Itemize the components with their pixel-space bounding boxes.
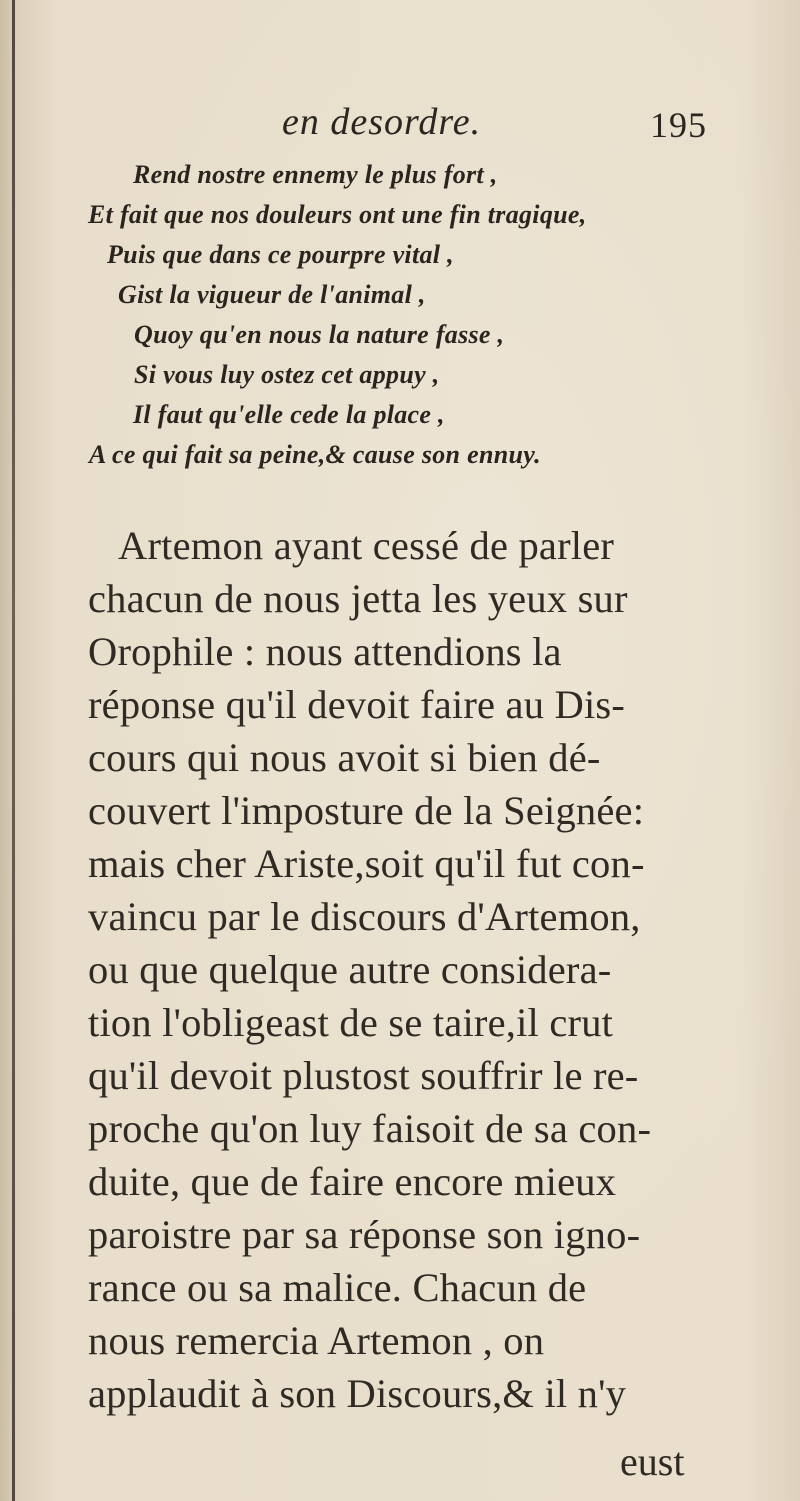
prose-line: paroistre par sa réponse son igno- bbox=[88, 1212, 641, 1257]
verse-line: A ce qui fait sa peine,& cause son ennuy. bbox=[89, 440, 541, 469]
page-header bbox=[0, 100, 800, 150]
prose-line: Orophile : nous attendions la bbox=[88, 629, 562, 674]
verse-line: Gist la vigueur de l'animal , bbox=[118, 280, 426, 309]
prose-line: proche qu'on luy faisoit de sa con- bbox=[88, 1106, 652, 1151]
prose-line: applaudit à son Discours,& il n'y bbox=[88, 1371, 627, 1416]
prose-line: cours qui nous avoit si bien dé- bbox=[88, 735, 601, 780]
prose-line: duite, que de faire encore mieux bbox=[88, 1159, 617, 1204]
prose-line: tion l'obligeast de se taire,il crut bbox=[88, 1000, 614, 1045]
verse-line: Si vous luy ostez cet appuy , bbox=[134, 360, 440, 389]
verse-line: Et fait que nos douleurs ont une fin tragique, bbox=[88, 200, 587, 229]
prose-line: vaincu par le discours d'Artemon, bbox=[88, 894, 641, 939]
binding-gutter bbox=[12, 0, 15, 1501]
prose-line: rance ou sa malice. Chacun de bbox=[88, 1265, 587, 1310]
verse-line: Il faut qu'elle cede la place , bbox=[133, 400, 445, 429]
prose-line: Artemon ayant cessé de parler bbox=[118, 523, 615, 568]
prose-line: réponse qu'il devoit faire au Dis- bbox=[88, 682, 626, 727]
prose-line: chacun de nous jetta les yeux sur bbox=[88, 576, 628, 621]
running-head: en desordre. bbox=[282, 101, 482, 143]
prose-line: nous remercia Artemon , on bbox=[88, 1318, 545, 1363]
verse-line: Rend nostre ennemy le plus fort , bbox=[133, 160, 498, 189]
prose-line: ou que quelque autre considera- bbox=[88, 947, 612, 992]
prose-line: mais cher Ariste,soit qu'il fut con- bbox=[88, 841, 645, 886]
prose-line: qu'il devoit plustost souffrir le re- bbox=[88, 1053, 639, 1098]
prose-line: couvert l'imposture de la Seignée: bbox=[88, 788, 645, 833]
page-number: 195 bbox=[650, 105, 707, 145]
verse-line: Puis que dans ce pourpre vital , bbox=[107, 240, 454, 269]
verse-line: Quoy qu'en nous la nature fasse , bbox=[134, 320, 505, 349]
catchword: eust bbox=[620, 1439, 685, 1484]
